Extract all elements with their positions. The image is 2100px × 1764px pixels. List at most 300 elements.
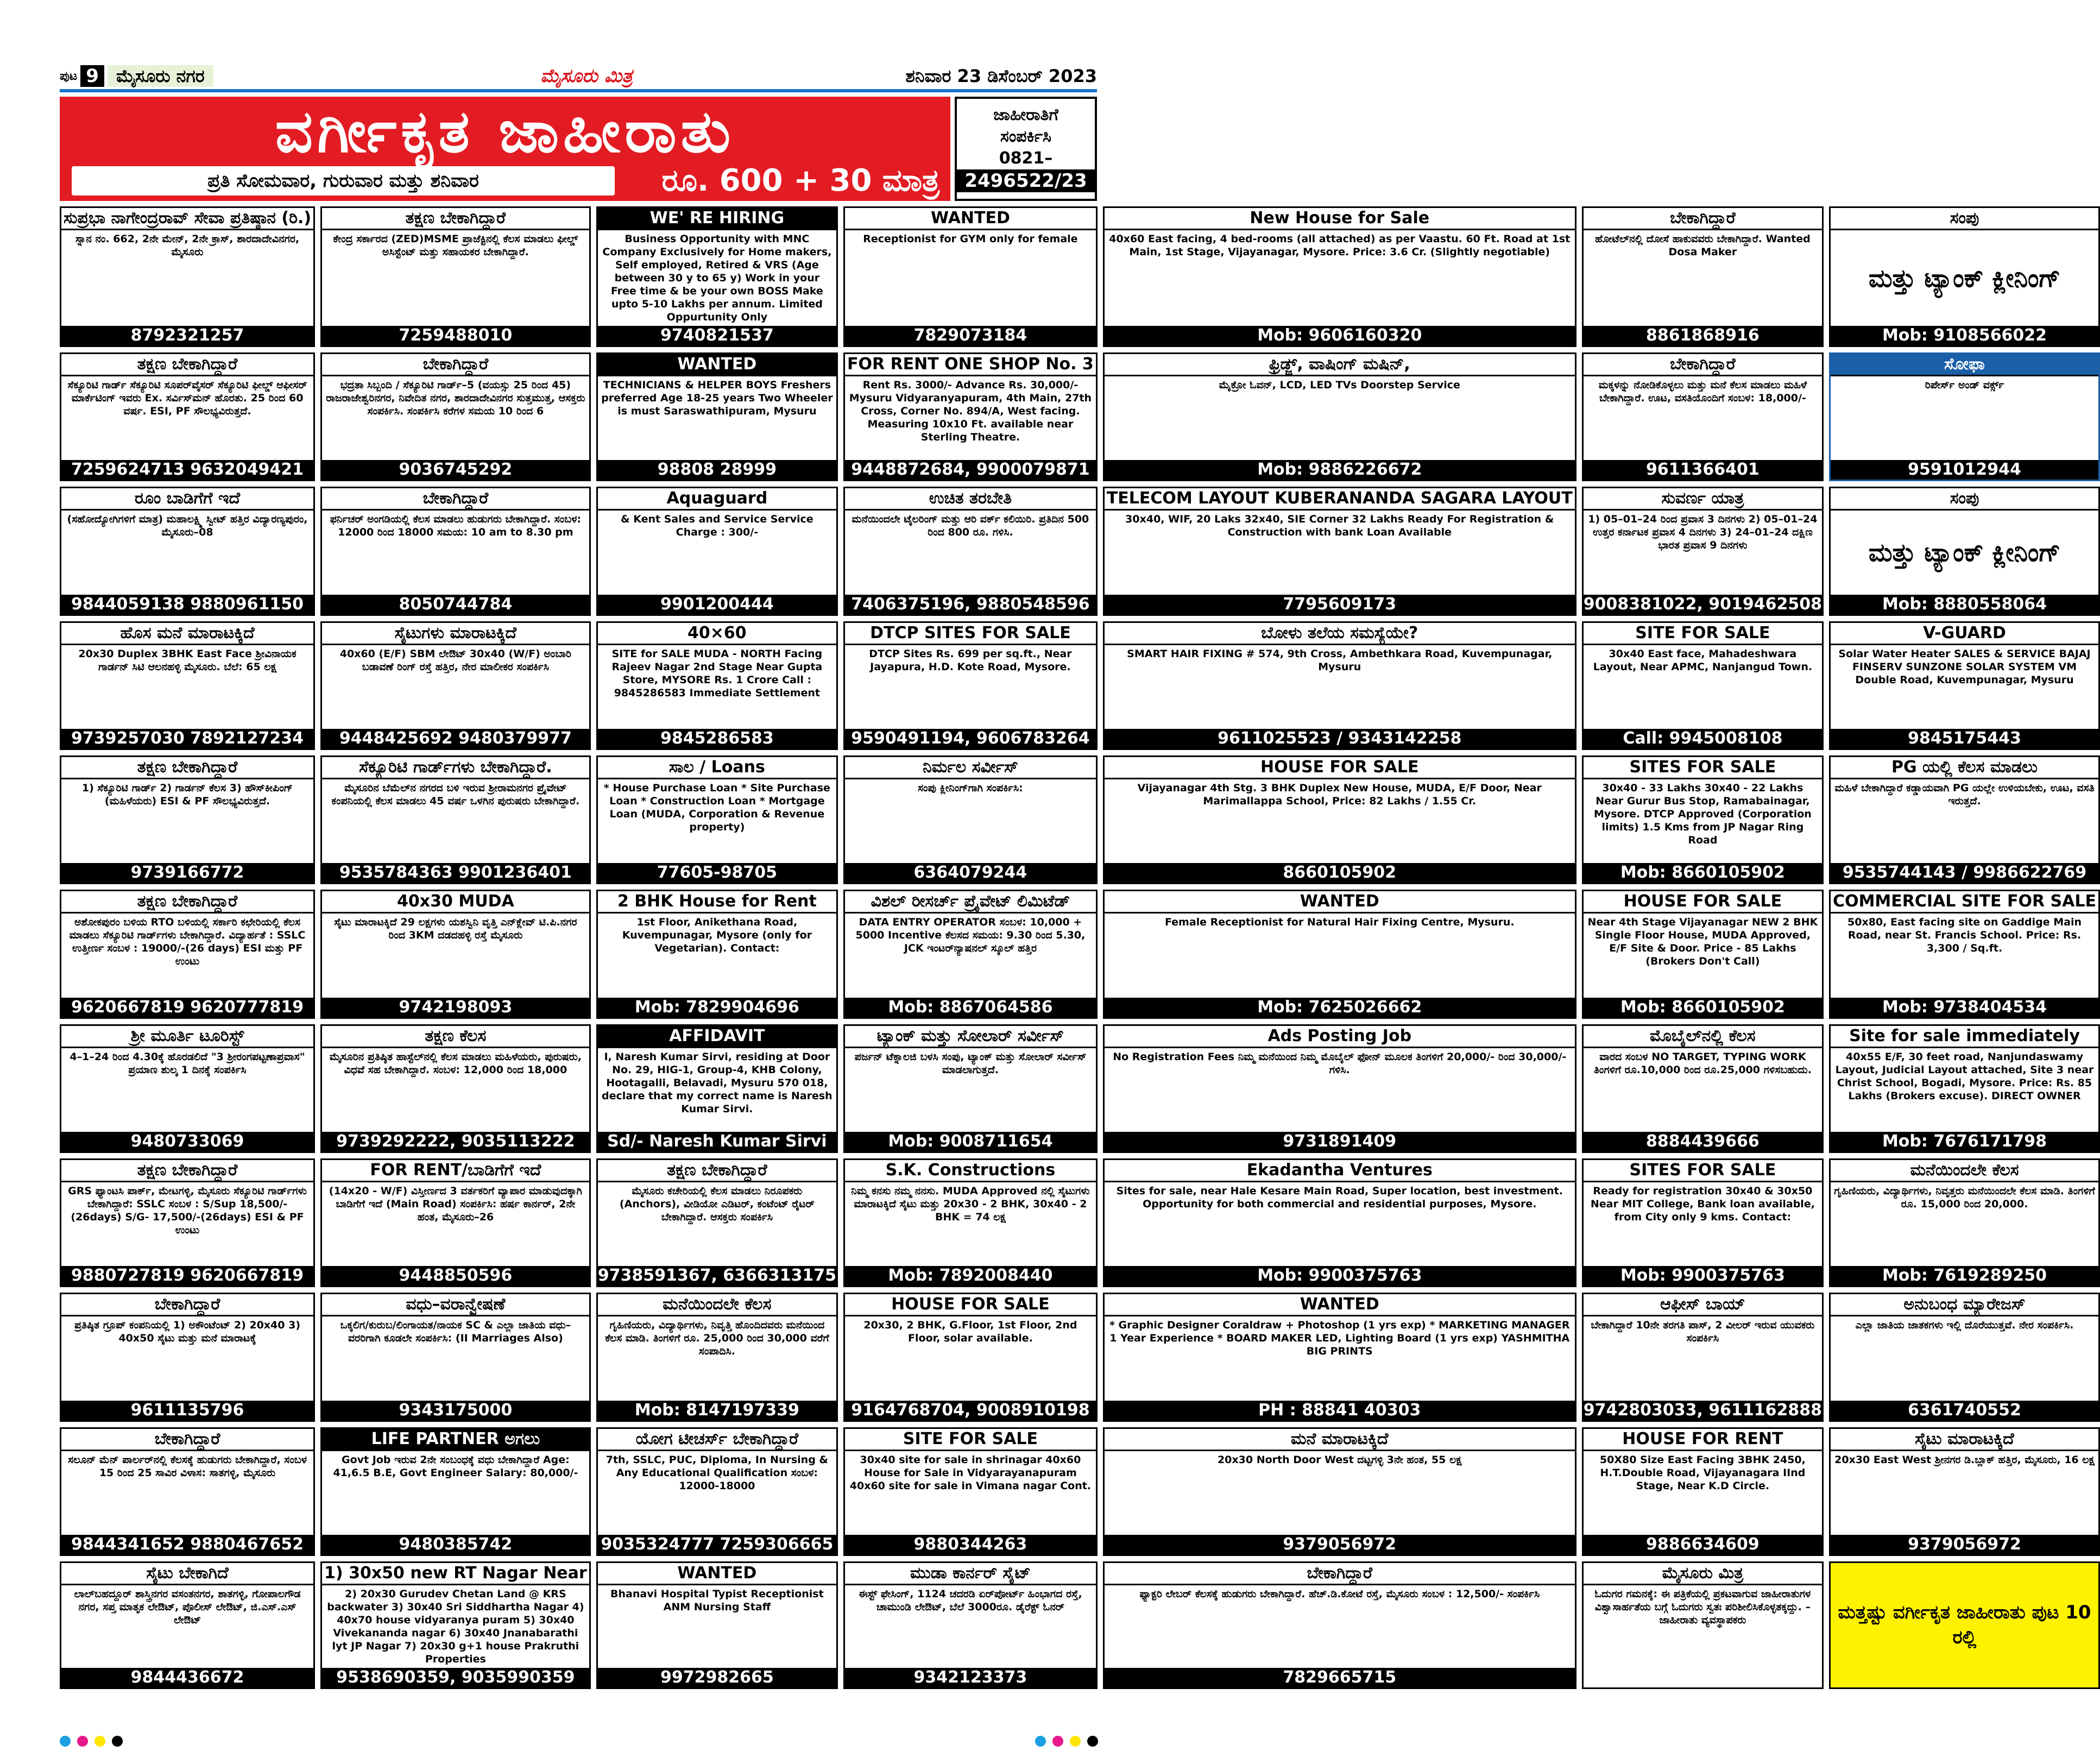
registration-dot [112, 1736, 123, 1747]
ad-heading: HOUSE FOR RENT [1584, 1429, 1822, 1451]
ad-heading: ತಕ್ಷಣ ಬೇಕಾಗಿದ್ದಾರೆ [61, 354, 313, 376]
ad-phone: Mob: 8147197339 [598, 1401, 836, 1420]
ad-phone: 9379056972 [1831, 1535, 2098, 1554]
ad-body: 20x30 North Door West ದಟ್ಟಗಳ್ಳಿ 3ನೇ ಹಂತ, 55 ಲಕ್ಷ [1217, 1453, 1462, 1466]
ad-body: ಲಾಲ್‌ಬಹದ್ದೂರ್ ಶಾಸ್ತ್ರಿನಗರ ವಸಂತನಗರ, ಶಾತಗಳ್ಳಿ, ಗೋಪಾಲಗೌಡ ನಗರ, ಸಪ್ತ ಮಾತೃಕ ಲೇಔಟ್, ಪೊಲೀಸ್ ಲೇಔಟ್, ಜಿ.ಎಸ್.ಎಸ್ ಲೇಔಟ್ [74, 1587, 301, 1626]
ad-heading: ಬೇಕಾಗಿದ್ದಾರೆ [1584, 208, 1822, 230]
ad-heading: V-GUARD [1831, 623, 2098, 645]
classified-ad [596, 1293, 838, 1421]
page-label [60, 66, 213, 86]
ad-phone: 9742198093 [322, 998, 589, 1017]
ad-body: Female Receptionist for Natural Hair Fixing Centre, Mysuru. [1164, 916, 1515, 929]
ad-phone: Mob: 8660105902 [1584, 863, 1822, 883]
ad-body: Bhanavi Hospital Typist Receptionist ANM Nursing Staff [610, 1587, 824, 1613]
ad-phone: 8884439666 [1584, 1132, 1822, 1151]
ad-phone: 9742803033, 9611162888 [1583, 1400, 1822, 1420]
ad-phone: Mob: 7619289250 [1831, 1266, 2098, 1286]
classified-ad [1582, 621, 1824, 750]
ad-heading: Aquaguard [598, 488, 836, 511]
classified-ad [1829, 890, 2100, 1018]
ad-heading: ಮೊಬೈಲ್‌ನಲ್ಲಿ ಕೆಲಸ [1584, 1026, 1822, 1048]
classified-ad [843, 890, 1098, 1018]
ad-phone: Mob: 9738404534 [1831, 998, 2098, 1017]
ad-body: 20x30 East West ಶ್ರೀನಗರ ಡಿ.ಬ್ಲಾಕ್ ಹತ್ತಿರ, ಮೈಸೂರು, 16 ಲಕ್ಷ [1834, 1453, 2095, 1466]
ad-phone: Mob: 8867064586 [845, 998, 1096, 1017]
classified-ad [60, 1024, 315, 1153]
ad-heading: ತಕ್ಷಣ ಬೇಕಾಗಿದ್ದಾರೆ [61, 1160, 313, 1182]
ad-body: * House Purchase Loan * Site Purchase Loan * Construction Loan * Mortgage Loan (MUDA, Corporation & Revenue property) [603, 782, 830, 833]
ad-heading: ವಧು–ವರಾನ್ವೇಷಣೆ [322, 1294, 589, 1316]
ad-phone: 9480733069 [61, 1132, 313, 1151]
ad-heading: SITES FOR SALE [1584, 757, 1822, 779]
classified-ad [1103, 206, 1576, 347]
classified-ad [60, 352, 315, 481]
registration-marks-left [60, 1736, 123, 1748]
registration-dot [60, 1736, 71, 1747]
classified-ad [1829, 487, 2100, 615]
classified-ad [843, 1293, 1098, 1421]
ad-heading: ಅನುಬಂಧ ಮ್ಯಾರೇಜಸ್ [1831, 1294, 2098, 1316]
ad-heading: ಬೇಕಾಗಿದ್ದಾರೆ [1584, 354, 1822, 376]
ad-body: DTCP Sites Rs. 699 per sq.ft., Near Jayapura, H.D. Kote Road, Mysore. [869, 647, 1072, 673]
classified-ad [320, 621, 591, 750]
ad-phone: 9731891409 [1105, 1132, 1575, 1151]
ad-phone: Mob: 9900375763 [1584, 1266, 1822, 1286]
ad-heading: WANTED [1105, 891, 1575, 914]
ad-phone: 7829073184 [845, 326, 1096, 345]
ad-heading: ಸೈಟು ಮಾರಾಟಕ್ಕಿದೆ [1831, 1429, 2098, 1451]
ad-heading: ಬೇಕಾಗಿದ್ದಾರೆ [322, 354, 589, 376]
classified-ad [320, 487, 591, 615]
ad-phone: Mob: 9606160320 [1105, 326, 1575, 345]
ad-body: ಮತ್ತಷ್ಟು ವರ್ಗೀಕೃತ ಜಾಹೀರಾತು ಪುಟ 10 ರಲ್ಲಿ [1831, 1563, 2098, 1687]
classified-ad [843, 1561, 1098, 1689]
ad-phone: 9845175443 [1831, 729, 2098, 748]
banner-schedule: ಪ್ರತಿ ಸೋಮವಾರ, ಗುರುವಾರ ಮತ್ತು ಶನಿವಾರ [72, 166, 615, 196]
registration-marks-right [1035, 1736, 1098, 1748]
ad-phone: 9611025523 / 9343142258 [1105, 729, 1575, 748]
ad-body: * Graphic Designer Coraldraw + Photoshop (1 yrs exp) * MARKETING MANAGER 1 Year Experience * BOARD MAKER LED, Lighting Board (1 yrs exp) YASHMITHA BIG PRINTS [1109, 1319, 1570, 1358]
classified-ad [1103, 1427, 1576, 1556]
ad-body: 30x40 site for sale in shrinagar 40x60 House for Sale in Vidyarayanapuram 40x60 site for sale in Vimana nagar Cont. [849, 1453, 1092, 1492]
ad-body: ಮೈಸೂರಿನ ಪ್ರತಿಷ್ಠಿತ ಹಾಸ್ಟೆಲ್‌ನಲ್ಲಿ ಕೆಲಸ ಮಾಡಲು ಮಹಿಳೆಯರು, ಪುರುಷರು, ವಿಧವೆ ಸಹ ಬೇಕಾಗಿದ್ದಾರೆ. ಸಂಬಳ: 12,000 ರಿಂದ 18,000 [329, 1050, 582, 1076]
ad-body: 50X80 Size East Facing 3BHK 2450, H.T.Double Road, Vijayanagara IInd Stage, Near K.D Circle. [1599, 1453, 1806, 1492]
classified-ad [1829, 1158, 2100, 1287]
header-rule [60, 89, 1097, 92]
ad-phone: Mob: 7829904696 [598, 998, 836, 1017]
classified-ad [596, 890, 838, 1018]
newspaper-logo: ಮೈಸೂರು ಮಿತ್ರ [540, 65, 633, 87]
classified-ad [596, 1427, 838, 1556]
ad-body: ಗೃಹಿಣಿಯರು, ವಿದ್ಯಾರ್ಥಿಗಳು, ನಿವೃತ್ತಿ ಹೊಂದಿದವರು ಮನೆಯಿಂದ ಕೆಲಸ ಮಾಡಿ. ತಿಂಗಳಿಗೆ ರೂ. 25,000 ರಿಂದ 30,000 ವರೆಗೆ ಸಂಪಾದಿಸಿ. [605, 1319, 829, 1358]
ad-body: ರಿಪೇರ್ಸ್ ಅಂಡ್ ವರ್ಕ್ಸ್ [1925, 379, 2004, 391]
ad-heading: 40×60 [598, 623, 836, 645]
page-number: 9 [80, 65, 104, 87]
classified-ad [1829, 1427, 2100, 1556]
ad-heading: 1) 30x50 new RT Nagar Near [322, 1563, 589, 1585]
ad-body: ಓದುಗರ ಗಮನಕ್ಕೆ: ಈ ಪತ್ರಿಕೆಯಲ್ಲಿ ಪ್ರಕಟವಾಗುವ ಜಾಹೀರಾತುಗಳ ವಿಶ್ವಾಸಾರ್ಹತೆಯ ಬಗ್ಗೆ ಓದುಗರು ಸ್ವತಃ ಪರಿಶೀಲಿಸಿಕೊಳ್ಳತಕ್ಕದ್ದು. –ಜಾಹೀರಾತು ವ್ಯವಸ್ಥಾಪಕರು [1594, 1587, 1811, 1626]
classified-ad [320, 1427, 591, 1556]
ad-phone: 9535784363 9901236401 [322, 863, 589, 883]
ad-phone: 9591012944 [1831, 460, 2098, 480]
ad-body: No Registration Fees ನಿಮ್ಮ ಮನೆಯಿಂದ ನಿಮ್ಮ ಮೊಬೈಲ್ ಫೋನ್ ಮೂಲಕ ತಿಂಗಳಿಗೆ 20,000/- ರಿಂದ 30,000/- ಗಳಿಸಿ. [1113, 1050, 1567, 1076]
ad-phone: 8861868916 [1584, 326, 1822, 345]
classified-ad [320, 352, 591, 481]
page-header [60, 64, 1097, 88]
ad-phone: Mob: 9900375763 [1105, 1266, 1575, 1286]
classified-ad [1829, 352, 2100, 481]
ad-heading: ತಕ್ಷಣ ಬೇಕಾಗಿದ್ದಾರೆ [598, 1160, 836, 1182]
ad-heading: 2 BHK House for Rent [598, 891, 836, 914]
ad-heading: ಆಫೀಸ್ ಬಾಯ್ [1584, 1294, 1822, 1316]
banner-title: ವರ್ಗೀಕೃತ ಜಾಹೀರಾತು [275, 97, 735, 166]
ad-heading: ಮನೆಯಿಂದಲೇ ಕೆಲಸ [1831, 1160, 2098, 1182]
ad-heading: HOUSE FOR SALE [1584, 891, 1822, 914]
classified-ad [1103, 352, 1576, 481]
classified-ad [596, 1158, 838, 1287]
ad-phone: Mob: 8660105902 [1584, 998, 1822, 1017]
ad-phone: 9611366401 [1584, 460, 1822, 480]
classified-ad [320, 890, 591, 1018]
ad-phone: 9739257030 7892127234 [61, 729, 313, 748]
ad-heading: HOUSE FOR SALE [1105, 757, 1575, 779]
ad-body: Solar Water Heater SALES & SERVICE BAJAJ FINSERV SUNZONE SOLAR SYSTEM VM Double Road, Kuvempunagar, Mysuru [1838, 647, 2091, 686]
ad-body: ಸ್ನಾನ ನಂ. 662, 2ನೇ ಮೇನ್, 2ನೇ ಕ್ರಾಸ್, ಶಾರದಾದೇವಿನಗರ, ಮೈಸೂರು [75, 233, 300, 258]
ad-phone: 9535744143 / 9986622769 [1831, 863, 2098, 883]
ad-phone: 9035324777 7259306665 [598, 1535, 836, 1554]
ad-heading: TELECOM LAYOUT KUBERANANDA SAGARA LAYOUT [1105, 488, 1575, 511]
ad-body: ಪ್ರತಿಷ್ಠಿತ ಗ್ರೂಪ್ ಕಂಪನಿಯಲ್ಲಿ 1) ಅಕೌಂಟೆಂಟ್ 2) 20x40 3) 40x50 ಸೈಟು ಮತ್ತು ಮನೆ ಮಾರಾಟಕ್ಕೆ [74, 1319, 301, 1345]
classified-ad [1582, 1427, 1824, 1556]
registration-dot [1070, 1736, 1081, 1747]
registration-dot [77, 1736, 88, 1747]
ad-heading: WE' RE HIRING [598, 208, 836, 230]
ad-phone: 7406375196, 9880548596 [845, 595, 1096, 614]
ad-body: ಮತ್ತು ಟ್ಯಾಂಕ್ ಕ್ಲೀನಿಂಗ್ [1868, 538, 2061, 568]
ad-heading: ಯೋಗ ಟೀಚರ್ಸ್ ಬೇಕಾಗಿದ್ದಾರೆ [598, 1429, 836, 1451]
ad-heading: ಬೋಳು ತಲೆಯ ಸಮಸ್ಯೆಯೇ? [1105, 623, 1575, 645]
ad-heading: ತಕ್ಷಣ ಬೇಕಾಗಿದ್ದಾರೆ [322, 208, 589, 230]
ad-body: ಸಲೂನ್ ಮೆನ್ ಪಾರ್ಲರ್‌ನಲ್ಲಿ ಕೆಲಸಕ್ಕೆ ಹುಡುಗರು ಬೇಕಾಗಿದ್ದಾರೆ, ಸಂಬಳ 15 ರಿಂದ 25 ಸಾವಿರ ವಿಳಾಸ: ಸಾತಗಳ್ಳಿ, ಮೈಸೂರು [68, 1453, 307, 1479]
classified-ad [60, 487, 315, 615]
ad-heading: FOR RENT/ಬಾಡಿಗೆಗೆ ಇದೆ [322, 1160, 589, 1182]
ad-body: 2) 20x30 Gurudev Chetan Land @ KRS backwater 3) 30x40 Sri Siddhartha Nagar 4) 40x70 house vidyaranya puram 5) 30x40 Vivekananda nagar 6) 30x40 Jnanabarathi lyt JP Nagar 7) 20x30 g+1 house Prakruthi Properties [327, 1587, 584, 1665]
ad-heading: ಮೈಸೂರು ಮಿತ್ರ [1584, 1563, 1822, 1585]
ad-heading: ರೂಂ ಬಾಡಿಗೆಗೆ ಇದೆ [61, 488, 313, 511]
ad-body: (ಸಹೋದ್ಯೋಗಿಗಳಿಗೆ ಮಾತ್ರ) ಮಹಾಲಕ್ಷ್ಮಿ ಸ್ವೀಟ್ ಹತ್ತಿರ ವಿದ್ಯಾರಣ್ಯಪುರಂ, ಮೈಸೂರು–08 [67, 513, 308, 539]
ad-heading: AFFIDAVIT [598, 1026, 836, 1048]
classified-ad [1829, 755, 2100, 884]
ad-phone: 6361740552 [1831, 1401, 2098, 1420]
ad-body: ಮೈಸೂರಿನ ಬೆಮೆಲ್‌ನ ನಗರದ ಬಳಿ ಇರುವ ಶ್ರೀರಾಮನಗರ ಪ್ರೈವೇಟ್ ಕಂಪನಿಯಲ್ಲಿ ಕೆಲಸ ಮಾಡಲು 45 ವರ್ಷ ಒಳಗಿನ ಪುರುಷರು ಬೇಕಾಗಿದ್ದಾರೆ. [331, 782, 580, 807]
classified-ad [1103, 1561, 1576, 1689]
ad-phone: 9343175000 [322, 1401, 589, 1420]
ad-body: ಫ್ಯಾಕ್ಟರಿ ಲೇಬರ್ ಕೆಲಸಕ್ಕೆ ಹುಡುಗರು ಬೇಕಾಗಿದ್ದಾರೆ. ಹೆಚ್.ಡಿ.ಕೋಟೆ ರಸ್ತೆ, ಮೈಸೂರು ಸಂಬಳ : 12,500/- ಸಂಪರ್ಕಿಸಿ [1139, 1587, 1540, 1600]
banner-price: ರೂ. 600 + 30 ಮಾತ್ರ [661, 163, 939, 198]
ad-heading: WANTED [598, 1563, 836, 1585]
ad-phone: 9844341652 9880467652 [61, 1535, 313, 1554]
ad-phone: 9448850596 [322, 1266, 589, 1286]
page-section: ಮೈಸೂರು ನಗರ [108, 65, 213, 87]
ad-body: 30x40 - 33 Lakhs 30x40 - 22 Lakhs Near Gurur Bus Stop, Ramabainagar, Mysore. DTCP Approved (Corporation limits) 1.5 Kms from JP Nagar Ring Road [1593, 782, 1812, 846]
ad-heading: Site for sale immediately [1831, 1026, 2098, 1048]
ad-phone: 77605-98705 [598, 863, 836, 883]
ad-heading: ಫ್ರಿಡ್ಜ್, ವಾಷಿಂಗ್ ಮಷಿನ್, [1105, 354, 1575, 376]
classified-ad [1829, 206, 2100, 347]
ad-heading: LIFE PARTNER ಅಗಲು [322, 1429, 589, 1451]
ad-phone: 9036745292 [322, 460, 589, 480]
ad-heading: 40x30 MUDA [322, 891, 589, 914]
ad-heading: ಸಾಲ / Loans [598, 757, 836, 779]
ad-body: 1) ಸೆಕ್ಯೂರಿಟಿ ಗಾರ್ಡ್ 2) ಗಾರ್ಡನ್ ಕೆಲಸ 3) ಹೌಸ್‌ಕೀಪಿಂಗ್ (ಮಹಿಳೆಯರು) ESI & PF ಸೌಲಭ್ಯವಿರುತ್ತದೆ. [81, 782, 293, 807]
classified-ad [60, 1427, 315, 1556]
classified-ad [1582, 755, 1824, 884]
ad-heading: ತಕ್ಷಣ ಕೆಲಸ [322, 1026, 589, 1048]
ad-phone: 8792321257 [61, 326, 313, 345]
classified-ad [1829, 1293, 2100, 1421]
ad-phone: Mob: 7625026662 [1105, 998, 1575, 1017]
ad-heading: ಮುಡಾ ಕಾರ್ನರ್ ಸೈಟ್ [845, 1563, 1096, 1585]
ad-body: (14x20 - W/F) ವಿಸ್ತೀರ್ಣದ 3 ವರ್ತಕರಿಗೆ ವ್ಯಾಪಾರ ಮಾಡುವುದಕ್ಕಾಗಿ ಬಾಡಿಗೆಗೆ ಇದೆ (Main Road) ಸಂಪರ್ಕಿಸಿ: ಹರ್ಷ ಕಾರ್ನರ್, 2ನೇ ಹಂತ, ಮೈಸೂರು–26 [329, 1185, 582, 1223]
ad-heading: ಶ್ರೀ ಮೂರ್ತಿ ಟೂರಿಸ್ಟ್ [61, 1026, 313, 1048]
ad-phone: 9448425692 9480379977 [322, 729, 589, 748]
classified-ad [1582, 1561, 1824, 1689]
ad-phone: 9740821537 [598, 326, 836, 345]
classifieds-banner [60, 97, 950, 201]
ad-body: ಪರ್ಜನ್ ಟೆಕ್ನಾಲಜಿ ಬಳಸಿ ಸಂಪು, ಟ್ಯಾಂಕ್ ಮತ್ತು ಸೋಲಾರ್ ಸರ್ವೀಸ್ ಮಾಡಲಾಗುತ್ತದೆ. [854, 1050, 1087, 1076]
ad-body: ಮತ್ತು ಟ್ಯಾಂಕ್ ಕ್ಲೀನಿಂಗ್ [1868, 263, 2061, 293]
ad-body: 40x60 (E/F) SBM ಲೇಔಟ್ 30x40 (W/F) ಅಂಬಾರಿ ಬಡಾವಣೆ ರಿಂಗ್ ರಸ್ತೆ ಹತ್ತಿರ, ನೇರ ಮಾಲೀಕರ ಸಂಪರ್ಕಿಸಿ [339, 647, 572, 673]
registration-dot [1035, 1736, 1046, 1747]
ad-phone: 9738591367, 6366313175 [597, 1266, 837, 1286]
classified-ad [320, 206, 591, 347]
ad-phone: 7829665715 [1105, 1668, 1575, 1687]
ad-phone: 9845286583 [598, 729, 836, 748]
ad-body: ಮೈಕ್ರೋ ಓವನ್, LCD, LED TVs Doorstep Service [1219, 379, 1460, 391]
ad-body: ಹೋಟೆಲ್‌ನಲ್ಲಿ ದೋಸೆ ಹಾಕುವವರು ಬೇಕಾಗಿದ್ದಾರೆ. Wanted Dosa Maker [1594, 233, 1811, 258]
ad-body: TECHNICIANS & HELPER BOYS Freshers preferred Age 18-25 years Two Wheeler is must Saraswathipuram, Mysuru [601, 379, 833, 417]
ad-heading: ಸುಪ್ರಭಾ ನಾಗೇಂದ್ರರಾವ್ ಸೇವಾ ಪ್ರತಿಷ್ಠಾನ (ರಿ.) [61, 208, 313, 230]
classified-ad [1582, 1293, 1824, 1421]
ad-phone: 8050744784 [322, 595, 589, 614]
ad-heading: ತಕ್ಷಣ ಬೇಕಾಗಿದ್ದಾರೆ [61, 757, 313, 779]
ad-body: Ready for registration 30x40 & 30x50 Near MIT College, Bank loan available, from City only 9 kms. Contact: [1590, 1185, 1815, 1223]
ad-heading: ಸೋಫಾ [1831, 354, 2098, 376]
ad-body: ಗೃಹಿಣಿಯರು, ವಿದ್ಯಾರ್ಥಿಗಳು, ನಿವೃತ್ತರು ಮನೆಯಿಂದಲೇ ಕೆಲಸ ಮಾಡಿ. ತಿಂಗಳಿಗೆ ರೂ. 15,000 ರಿಂದ 20,000. [1834, 1185, 2095, 1210]
issue-date: ಶನಿವಾರ 23 ಡಿಸೆಂಬರ್ 2023 [905, 66, 1097, 86]
ad-phone: 6364079244 [845, 863, 1096, 883]
contact-line-2: ಸಂಪರ್ಕಿಸಿ [1000, 127, 1051, 146]
ad-body: 7th, SSLC, PUC, Diploma, In Nursing & Any Educational Qualification ಸಂಬಳ: 12000-18000 [606, 1453, 828, 1492]
classified-ad [843, 1024, 1098, 1153]
ad-body: SMART HAIR FIXING # 574, 9th Cross, Ambethkara Road, Kuvempunagar, Mysuru [1127, 647, 1553, 673]
ad-heading: ಸಂಪು [1831, 208, 2098, 230]
ad-body: 1) 05–01–24 ರಿಂದ ಪ್ರವಾಸ 3 ದಿನಗಳು 2) 05–01–24 ಉತ್ತರ ಕರ್ನಾಟಕ ಪ್ರವಾಸ 4 ದಿನಗಳು 3) 24–01–24 ದಕ್ಷಿಣ ಭಾರತ ಪ್ರವಾಸ 9 ದಿನಗಳು [1588, 513, 1818, 552]
ad-heading: COMMERCIAL SITE FOR SALE [1831, 891, 2098, 914]
classified-ad [60, 206, 315, 347]
ad-phone: 9739292222, 9035113222 [322, 1132, 589, 1151]
ad-phone: 9379056972 [1105, 1535, 1575, 1554]
classified-ad [1582, 487, 1824, 615]
classified-ad [1103, 890, 1576, 1018]
ad-heading: Ads Posting Job [1105, 1026, 1575, 1048]
classified-ad [1829, 1024, 2100, 1153]
ad-body: Near 4th Stage Vijayanagar NEW 2 BHK Single Floor House, MUDA Approved, E/F Site & Door. Price - 85 Lakhs (Brokers Don't Call) [1587, 916, 1818, 968]
classified-ad [843, 1427, 1098, 1556]
ad-body: 40x60 East facing, 4 bed-rooms (all attached) as per Vaastu. 60 Ft. Road at 1st Main, 1st Stage, Vijayanagar, Mysore. Price: 3.6 Cr. (Slightly negotiable) [1109, 233, 1571, 258]
ad-phone: 7259624713 9632049421 [61, 460, 313, 480]
registration-dot [1087, 1736, 1098, 1747]
ad-phone: Mob: 9008711654 [845, 1132, 1096, 1151]
ad-heading: WANTED [1105, 1294, 1575, 1316]
ad-heading: S.K. Constructions [845, 1160, 1096, 1182]
classified-ad [1829, 621, 2100, 750]
ad-body: I, Naresh Kumar Sirvi, residing at Door No. 29, HIG-1, Group-4, KHB Colony, Hootagalli, Belavadi, Mysuru 570 018, declare that my correct name is Naresh Kumar Sirvi. [602, 1050, 833, 1115]
ad-body: Sites for sale, near Hale Kesare Main Road, Super location, best investment. Opportunity for both commercial and residential purposes, Mysore. [1116, 1185, 1563, 1210]
ad-body: Rent Rs. 3000/- Advance Rs. 30,000/- Mysuru Vidyaranyapuram, 4th Main, 27th Cross, Corner No. 894/A, West facing. Measuring 10x10 Ft. available near Sterling Theatre. [849, 379, 1092, 443]
classified-ad [596, 1024, 838, 1153]
contact-box [955, 97, 1097, 201]
ad-body: Business Opportunity with MNC Company Exclusively for Home makers, Self employed, Retired & VRS (Age between 30 y to 65 y) Work in your Free time & be your own BOSS Make upto 5-10 Lakhs per annum. Limited Oppurtunity Only [602, 233, 832, 323]
ad-body: ಈಸ್ಟ್ ಫೇಸಿಂಗ್, 1124 ಚದರಡಿ ಏರ್‌ಪೋರ್ಟ್ ಹಿಂಭಾಗದ ರಸ್ತೆ, ಚಾಮುಂಡಿ ಲೇಔಟ್, ಬೆಲೆ 3000ರೂ. ಡೈರೆಕ್ಟ್ ಓನರ್ [859, 1587, 1082, 1613]
classified-ad [843, 487, 1098, 615]
ad-phone: Mob: 9108566022 [1831, 326, 2098, 345]
ad-body: ವಾರದ ಸಂಬಳ NO TARGET, TYPING WORK ತಿಂಗಳಿಗೆ ರೂ.10,000 ರಿಂದ ರೂ.25,000 ಗಳಿಸಬಹುದು. [1593, 1050, 1812, 1076]
classified-ad [60, 1158, 315, 1287]
classified-ad [320, 755, 591, 884]
ad-phone: Mob: 7676171798 [1831, 1132, 2098, 1151]
ad-heading: New House for Sale [1105, 208, 1575, 230]
ad-body: ಸೆಕ್ಯೂರಿಟಿ ಗಾರ್ಡ್ ಸೆಕ್ಯೂರಿಟಿ ಸೂಪರ್‌ವೈಸರ್ ಸೆಕ್ಯೂರಿಟಿ ಫೀಲ್ಡ್ ಆಫೀಸರ್ ಮಾರ್ಕೆಟಿಂಗ್ ಇವರು Ex. ಸರ್ವಿಸ್‌ಮನ್ ಹೊರತು. 25 ರಿಂದ 60 ವರ್ಷ. ESI, PF ಸೌಲಭ್ಯವಿರುತ್ತದೆ. [67, 379, 307, 417]
ad-heading: ಸೈಟು ಬೇಕಾಗಿದೆ [61, 1563, 313, 1585]
ad-heading: ಬೇಕಾಗಿದ್ದಾರೆ [322, 488, 589, 511]
ad-heading: FOR RENT ONE SHOP No. 3 [845, 354, 1096, 376]
ad-body: 30x40, WIF, 20 Laks 32x40, SIE Corner 32 Lakhs Ready For Registration & Construction with bank Loan Available [1125, 513, 1554, 539]
ad-body: ಒಕ್ಕಲಿಗ/ಕುರುಬ/ಲಿಂಗಾಯತ/ನಾಯಕ SC & ಎಲ್ಲಾ ಜಾತಿಯ ವಧು–ವರರಿಗಾಗಿ ಕೂಡಲೇ ಸಂಪರ್ಕಿಸಿ: (II Marriages Also) [340, 1319, 571, 1345]
ad-body: 20x30 Duplex 3BHK East Face ಶ್ರೀವಿನಾಯಕ ಗಾರ್ಡನ್ ಸಿಟಿ ಆಲನಹಳ್ಳಿ ಮೈಸೂರು. ಬೆಲೆ: 65 ಲಕ್ಷ [78, 647, 297, 673]
classified-ad [1582, 1158, 1824, 1287]
classified-ad [596, 621, 838, 750]
registration-dot [1052, 1736, 1063, 1747]
contact-line-3: 0821– [999, 149, 1053, 168]
ad-heading: ಟ್ಯಾಂಕ್ ಮತ್ತು ಸೋಲಾರ್ ಸರ್ವೀಸ್ [845, 1026, 1096, 1048]
ad-phone: 8660105902 [1105, 863, 1575, 883]
classified-ad [1103, 621, 1576, 750]
ad-phone: Mob: 7892008440 [845, 1266, 1096, 1286]
ad-phone: PH : 88841 40303 [1105, 1401, 1575, 1420]
classified-ad [320, 1561, 591, 1689]
classified-ad [596, 487, 838, 615]
ad-heading: ಸುವರ್ಣ ಯಾತ್ರ [1584, 488, 1822, 511]
ad-phone: 9164768704, 9008910198 [845, 1401, 1096, 1420]
ad-heading: SITE FOR SALE [1584, 623, 1822, 645]
ad-heading: ಮನೆ ಮಾರಾಟಕ್ಕಿದೆ [1105, 1429, 1575, 1451]
ad-heading: ಉಚಿತ ತರಬೇತಿ [845, 488, 1096, 511]
ad-body: ಮನೆಯಿಂದಲೇ ಟೈಲರಿಂಗ್ ಮತ್ತು ಆರಿ ವರ್ಕ್ ಕಲಿಯಿರಿ. ಪ್ರತಿದಿನ 500 ರಿಂದ 800 ರೂ. ಗಳಿಸಿ. [852, 513, 1089, 539]
ad-phone: 9739166772 [61, 863, 313, 883]
ad-phone: 9972982665 [598, 1668, 836, 1687]
classified-ad [1582, 890, 1824, 1018]
ad-phone: 9886634609 [1584, 1535, 1822, 1554]
ad-body: ಅಶೋಕಪುರಂ ಬಳಿಯ RTO ಬಳಿಯಲ್ಲಿ ಸರ್ಕಾರಿ ಕಛೇರಿಯಲ್ಲಿ ಕೆಲಸ ಮಾಡಲು ಸೆಕ್ಯೂರಿಟಿ ಗಾರ್ಡ್‌ಗಳು ಬೇಕಾಗಿದ್ದಾರೆ. ವಿದ್ಯಾರ್ಹತೆ : SSLC ಉತ್ತೀರ್ಣ ಸಂಬಳ : 19000/-(26 days) ESI ಮತ್ತು PF ಉಂಟು [69, 916, 306, 968]
classified-ad [596, 755, 838, 884]
ad-heading: SITE FOR SALE [845, 1429, 1096, 1451]
ad-heading: Ekadantha Ventures [1105, 1160, 1575, 1182]
classified-ad [60, 621, 315, 750]
ad-body: SITE for SALE MUDA - NORTH Facing Rajeev Nagar 2nd Stage Near Gupta Store, MYSORE Rs. 1 Crore Call : 9845286583 Immediate Settlement [611, 647, 823, 699]
classified-ad [1103, 1024, 1576, 1153]
ad-heading: ಬೇಕಾಗಿದ್ದಾರೆ [1105, 1563, 1575, 1585]
ad-body: & Kent Sales and Service Service Charge : 300/- [621, 513, 813, 539]
ad-phone: Mob: 8880558064 [1831, 595, 2098, 614]
ad-heading: WANTED [845, 208, 1096, 230]
ad-body: ಸಂಪು ಕ್ಲೀನಿಂಗ್‌ಗಾಗಿ ಸಂಪರ್ಕಿಸಿ: [918, 782, 1023, 794]
contact-line-1: ಜಾಹೀರಾತಿಗೆ [993, 105, 1058, 124]
ad-heading: WANTED [598, 354, 836, 376]
classified-ad [1829, 1561, 2100, 1689]
ad-heading: ವಿಶಲ್ ರೀಸರ್ಚ್ ಪ್ರೈವೇಟ್ ಲಿಮಿಟೆಡ್ [845, 891, 1096, 914]
ad-heading: ನಿರ್ಮಲ ಸರ್ವೀಸ್ [845, 757, 1096, 779]
ad-phone: 9538690359, 9035990359 [322, 1668, 589, 1687]
ad-phone: 9901200444 [598, 595, 836, 614]
ad-heading: ತಕ್ಷಣ ಬೇಕಾಗಿದ್ದಾರೆ [61, 891, 313, 914]
registration-dot [94, 1736, 105, 1747]
classified-ad [1103, 1293, 1576, 1421]
ad-phone: 9880344263 [845, 1535, 1096, 1554]
ad-heading: HOUSE FOR SALE [845, 1294, 1096, 1316]
ad-body: ಕೇಂದ್ರ ಸರ್ಕಾರದ (ZED)MSME ಪ್ರಾಜೆಕ್ಟಿನಲ್ಲಿ ಕೆಲಸ ಮಾಡಲು ಫೀಲ್ಡ್ ಅಸಿಸ್ಟೆಂಟ್ ಮತ್ತು ಸಹಾಯಕರ ಬೇಕಾಗಿದ್ದಾರೆ. [333, 233, 578, 258]
ad-body: Receptionist for GYM only for female [863, 233, 1078, 245]
ad-body: Govt Job ಇರುವ 2ನೇ ಸಂಬಂಧಕ್ಕೆ ವಧು ಬೇಕಾಗಿದ್ದಾರೆ Age: 41,6.5 B.E, Govt Engineer Salary: 80,000/- [333, 1453, 578, 1479]
classified-ad [60, 890, 315, 1018]
classified-ad [60, 755, 315, 884]
classified-ad [843, 1158, 1098, 1287]
ad-heading: SITES FOR SALE [1584, 1160, 1822, 1182]
ad-body: Vijayanagar 4th Stg. 3 BHK Duplex New House, MUDA, E/F Door, Near Marimallappa School, Price: 82 Lakhs / 1.55 Cr. [1137, 782, 1542, 807]
ad-body: 50x80, East facing site on Gaddige Main Road, near St. Francis School. Price: Rs. 3,300 / Sq.ft. [1847, 916, 2082, 955]
ad-body: 40x55 E/F, 30 feet road, Nanjundaswamy Layout, Judicial Layout attached, Site 3 near Christ School, Bogadi, Mysore. Price: Rs. 85 Lakhs (Brokers excuse). DIRECT OWNER [1835, 1050, 2094, 1102]
ad-heading: ಹೊಸ ಮನೆ ಮಾರಾಟಕ್ಕಿದೆ [61, 623, 313, 645]
classified-ad [843, 352, 1098, 481]
classified-ad [1103, 487, 1576, 615]
page-prefix: ಪುಟ [60, 69, 78, 83]
classified-ad [1103, 755, 1576, 884]
ad-phone: 9620667819 9620777819 [61, 998, 313, 1017]
ad-phone: 7259488010 [322, 326, 589, 345]
ad-body: ನಿಮ್ಮ ಕನಸು ನಮ್ಮ ನನಸು. MUDA Approved ನಲ್ಲಿ ಸೈಟುಗಳು ಮಾರಾಟಕ್ಕಿದೆ ಸೈಟು ಮತ್ತು 20x30 - 2 BHK, 30x40 - 2 BHK = 74 ಲಕ್ಷ [851, 1185, 1090, 1223]
ad-body: ಎಲ್ಲಾ ಜಾತಿಯ ಜಾತಕಗಳು ಇಲ್ಲಿ ದೊರೆಯುತ್ತವೆ. ನೇರ ಸಂಪರ್ಕಿಸಿ. [1855, 1319, 2074, 1332]
ad-body: 20x30, 2 BHK, G.Floor, 1st Floor, 2nd Floor, solar available. [863, 1319, 1077, 1345]
ad-body: 30x40 East face, Mahadeshwara Layout, Near APMC, Nanjangud Town. [1593, 647, 1813, 673]
ad-phone: 9342123373 [845, 1668, 1096, 1687]
classified-ad [1103, 1158, 1576, 1287]
ad-body: ಮಕ್ಕಳನ್ನು ನೋಡಿಕೊಳ್ಳಲು ಮತ್ತು ಮನೆ ಕೆಲಸ ಮಾಡಲು ಮಹಿಳೆ ಬೇಕಾಗಿದ್ದಾರೆ. ಊಟ, ವಸತಿಯೊಂದಿಗೆ ಸಂಬಳ: 18,000/- [1598, 379, 1807, 404]
ad-body: 4–1–24 ರಿಂದ 4.30ಕ್ಕೆ ಹೊರಡಲಿದೆ "3 ಶ್ರೀರಂಗಪಟ್ಟಣಾಪ್ರವಾಸ" ಪ್ರಯಾಣ ಶುಲ್ಕ 1 ದಿನಕ್ಕೆ ಸಂಪರ್ಕಿಸಿ [70, 1050, 305, 1076]
classified-ad [60, 1293, 315, 1421]
ad-heading: PG ಯಲ್ಲಿ ಕೆಲಸ ಮಾಡಲು [1831, 757, 2098, 779]
ad-body: ಭದ್ರತಾ ಸಿಬ್ಬಂದಿ / ಸೆಕ್ಯೂರಿಟಿ ಗಾರ್ಡ್–5 (ವಯಸ್ಸು 25 ರಿಂದ 45) ರಾಜರಾಜೇಶ್ವರಿನಗರ, ನಿವೇದಿತ ನಗರ, ಶಾರದಾದೇವಿನಗರ ಸುತ್ತಮುತ್ತ, ಆಸಕ್ತರು ಸಂಪರ್ಕಿಸಿ. ಸಂಪರ್ಕಿಸಿ ಕರೆಗಳ ಸಮಯ 10 ರಿಂದ 6 [326, 379, 585, 417]
ad-phone: 9611135796 [61, 1401, 313, 1420]
ad-phone: 98808 28999 [598, 460, 836, 480]
ad-body: 1st Floor, Anikethana Road, Kuvempunagar, Mysore (only for Vegetarian). Contact: [622, 916, 812, 955]
ad-body: GRS ಫ್ಯಾಂಟಸಿ ಪಾರ್ಕ್, ಮೇಟಗಳ್ಳಿ, ಮೈಸೂರು ಸೆಕ್ಯೂರಿಟಿ ಗಾರ್ಡ್‌ಗಳು ಬೇಕಾಗಿದ್ದಾರೆ: SSLC ಸಂಬಳ : S/Sup 18,500/- (26days) S/G- 17,500/-(26days) ESI & PF ಉಂಟು [68, 1185, 307, 1236]
classified-ad [1582, 352, 1824, 481]
ad-phone: Sd/- Naresh Kumar Sirvi [598, 1132, 836, 1151]
ad-phone: 9448872684, 9900079871 [845, 460, 1096, 480]
classified-ad [843, 755, 1098, 884]
classified-ad [1582, 206, 1824, 347]
ad-body: ಫರ್ನಿಚರ್ ಅಂಗಡಿಯಲ್ಲಿ ಕೆಲಸ ಮಾಡಲು ಹುಡುಗರು ಬೇಕಾಗಿದ್ದಾರೆ. ಸಂಬಳ: 12000 ರಿಂದ 18000 ಸಮಯ: 10 am to 8.30 pm [330, 513, 582, 539]
